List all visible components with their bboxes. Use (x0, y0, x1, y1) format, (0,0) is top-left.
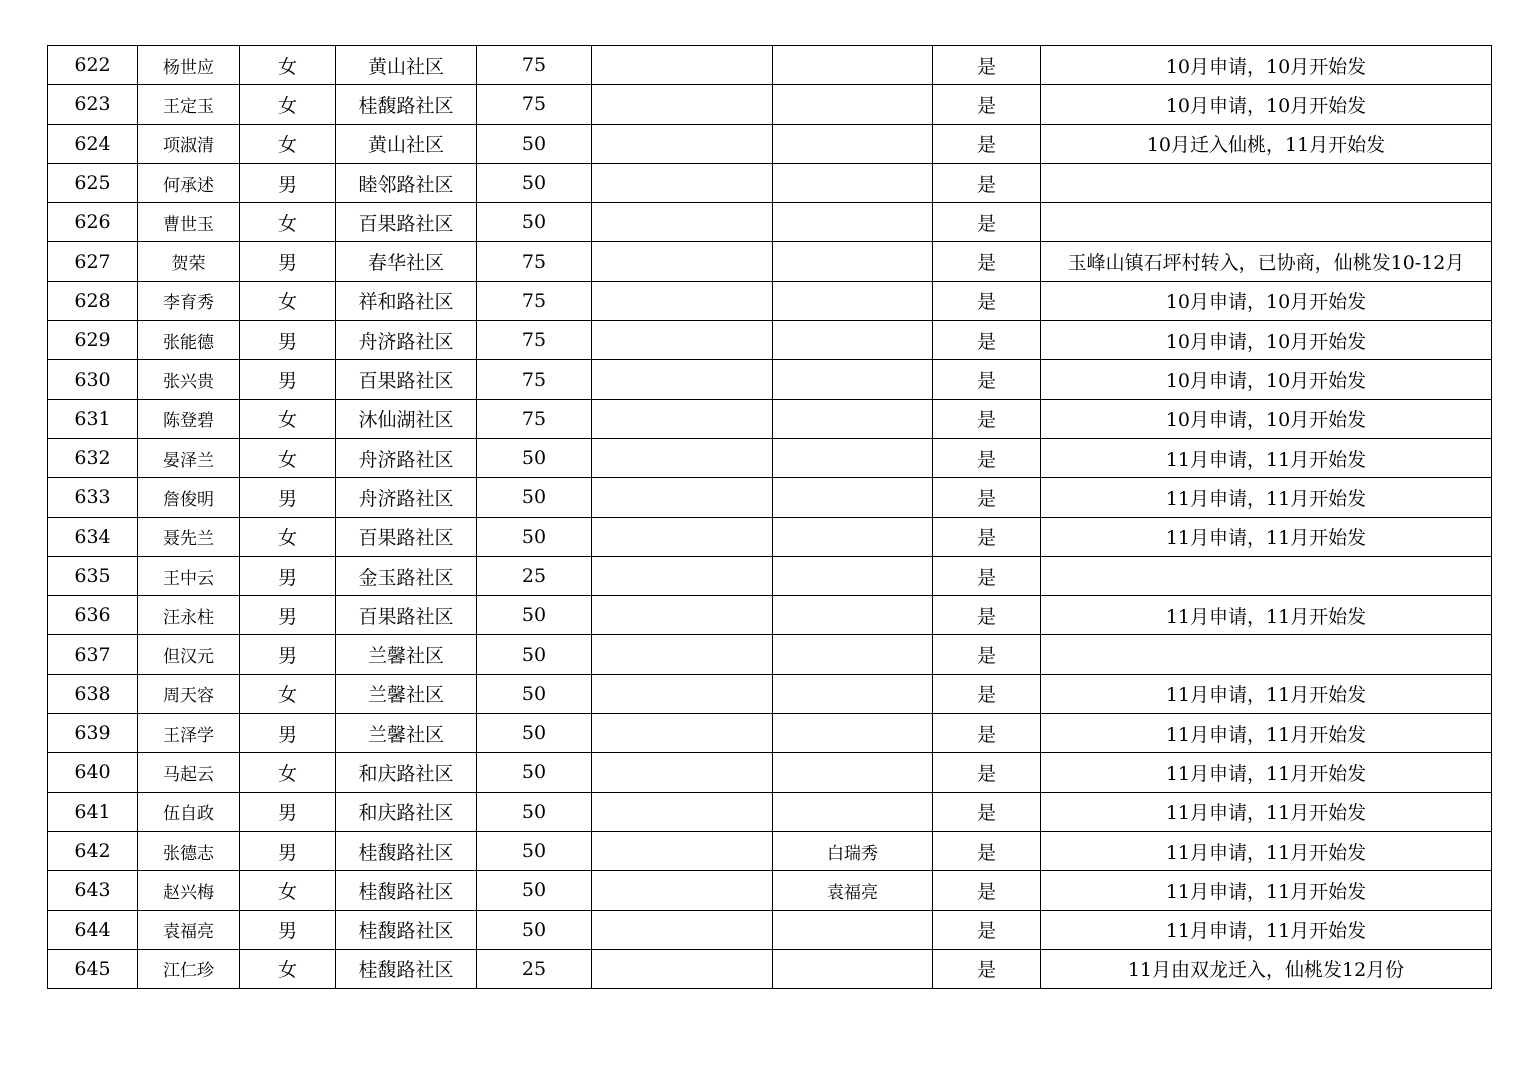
data-table (47, 45, 1492, 989)
cell-amount: 50 (477, 831, 592, 870)
cell-flag: 是 (933, 85, 1041, 124)
cell-name: 陈登碧 (138, 399, 240, 438)
cell-blank-1 (592, 478, 773, 517)
cell-number: 631 (48, 399, 138, 438)
table-row (48, 203, 1492, 242)
cell-name: 张兴贵 (138, 360, 240, 399)
cell-amount: 75 (477, 399, 592, 438)
cell-amount: 75 (477, 85, 592, 124)
cell-name: 杨世应 (138, 46, 240, 85)
cell-gender: 男 (240, 163, 336, 202)
cell-amount: 75 (477, 321, 592, 360)
cell-community: 百果路社区 (336, 203, 477, 242)
cell-blank-1 (592, 635, 773, 674)
cell-amount: 50 (477, 163, 592, 202)
cell-name: 但汉元 (138, 635, 240, 674)
cell-gender: 女 (240, 871, 336, 910)
cell-gender: 女 (240, 674, 336, 713)
cell-note: 11月由双龙迁入，仙桃发12月份 (1041, 949, 1492, 988)
cell-number: 635 (48, 556, 138, 595)
cell-name: 晏泽兰 (138, 438, 240, 477)
table-row (48, 910, 1492, 949)
cell-gender: 男 (240, 714, 336, 753)
cell-note: 10月申请，10月开始发 (1041, 46, 1492, 85)
cell-number: 622 (48, 46, 138, 85)
cell-name: 张能德 (138, 321, 240, 360)
cell-community: 兰馨社区 (336, 714, 477, 753)
cell-related-name (773, 753, 933, 792)
cell-amount: 75 (477, 281, 592, 320)
cell-note (1041, 163, 1492, 202)
cell-flag: 是 (933, 281, 1041, 320)
cell-amount: 50 (477, 674, 592, 713)
cell-name: 江仁珍 (138, 949, 240, 988)
cell-community: 和庆路社区 (336, 792, 477, 831)
cell-blank-1 (592, 871, 773, 910)
cell-note: 11月申请，11月开始发 (1041, 753, 1492, 792)
cell-note: 11月申请，11月开始发 (1041, 831, 1492, 870)
cell-community: 兰馨社区 (336, 674, 477, 713)
cell-related-name (773, 399, 933, 438)
cell-flag: 是 (933, 360, 1041, 399)
cell-name: 张德志 (138, 831, 240, 870)
cell-related-name (773, 714, 933, 753)
cell-amount: 25 (477, 556, 592, 595)
cell-note: 10月申请，10月开始发 (1041, 360, 1492, 399)
cell-flag: 是 (933, 674, 1041, 713)
table-row (48, 399, 1492, 438)
cell-name: 赵兴梅 (138, 871, 240, 910)
cell-amount: 50 (477, 714, 592, 753)
cell-blank-1 (592, 399, 773, 438)
cell-community: 舟济路社区 (336, 321, 477, 360)
cell-related-name (773, 46, 933, 85)
cell-amount: 75 (477, 360, 592, 399)
cell-blank-1 (592, 517, 773, 556)
cell-blank-1 (592, 321, 773, 360)
cell-community: 桂馥路社区 (336, 949, 477, 988)
cell-name: 周天容 (138, 674, 240, 713)
cell-name: 项淑清 (138, 124, 240, 163)
cell-gender: 女 (240, 46, 336, 85)
cell-note: 11月申请，11月开始发 (1041, 792, 1492, 831)
cell-name: 何承述 (138, 163, 240, 202)
cell-related-name (773, 949, 933, 988)
table-row (48, 85, 1492, 124)
cell-related-name (773, 792, 933, 831)
table-body (48, 46, 1492, 989)
cell-community: 黄山社区 (336, 124, 477, 163)
cell-blank-1 (592, 281, 773, 320)
cell-blank-1 (592, 242, 773, 281)
cell-gender: 男 (240, 242, 336, 281)
cell-blank-1 (592, 85, 773, 124)
cell-flag: 是 (933, 46, 1041, 85)
cell-blank-1 (592, 831, 773, 870)
cell-flag: 是 (933, 556, 1041, 595)
cell-related-name (773, 517, 933, 556)
cell-flag: 是 (933, 321, 1041, 360)
cell-community: 舟济路社区 (336, 478, 477, 517)
cell-amount: 25 (477, 949, 592, 988)
cell-community: 春华社区 (336, 242, 477, 281)
cell-blank-1 (592, 910, 773, 949)
cell-related-name (773, 85, 933, 124)
cell-number: 632 (48, 438, 138, 477)
cell-gender: 女 (240, 203, 336, 242)
cell-flag: 是 (933, 478, 1041, 517)
cell-related-name (773, 635, 933, 674)
table-row (48, 360, 1492, 399)
cell-community: 舟济路社区 (336, 438, 477, 477)
cell-gender: 女 (240, 399, 336, 438)
cell-blank-1 (592, 556, 773, 595)
cell-number: 640 (48, 753, 138, 792)
cell-amount: 50 (477, 910, 592, 949)
cell-amount: 50 (477, 596, 592, 635)
table-row (48, 871, 1492, 910)
cell-number: 639 (48, 714, 138, 753)
cell-community: 桂馥路社区 (336, 871, 477, 910)
cell-number: 641 (48, 792, 138, 831)
cell-community: 黄山社区 (336, 46, 477, 85)
cell-gender: 男 (240, 792, 336, 831)
table-row (48, 596, 1492, 635)
cell-related-name: 白瑞秀 (773, 831, 933, 870)
cell-number: 626 (48, 203, 138, 242)
table-row (48, 635, 1492, 674)
cell-flag: 是 (933, 438, 1041, 477)
cell-community: 百果路社区 (336, 517, 477, 556)
table-row (48, 242, 1492, 281)
cell-number: 636 (48, 596, 138, 635)
cell-number: 628 (48, 281, 138, 320)
cell-community: 兰馨社区 (336, 635, 477, 674)
cell-community: 沐仙湖社区 (336, 399, 477, 438)
cell-blank-1 (592, 438, 773, 477)
cell-related-name (773, 596, 933, 635)
cell-note: 11月申请，11月开始发 (1041, 674, 1492, 713)
cell-amount: 75 (477, 46, 592, 85)
cell-amount: 75 (477, 242, 592, 281)
table-row (48, 438, 1492, 477)
cell-gender: 男 (240, 556, 336, 595)
table-row (48, 831, 1492, 870)
cell-number: 623 (48, 85, 138, 124)
cell-related-name (773, 281, 933, 320)
cell-note: 10月迁入仙桃，11月开始发 (1041, 124, 1492, 163)
cell-name: 聂先兰 (138, 517, 240, 556)
cell-blank-1 (592, 360, 773, 399)
cell-note: 10月申请，10月开始发 (1041, 399, 1492, 438)
cell-community: 和庆路社区 (336, 753, 477, 792)
cell-gender: 男 (240, 910, 336, 949)
cell-related-name (773, 124, 933, 163)
cell-related-name (773, 910, 933, 949)
cell-note: 11月申请，11月开始发 (1041, 910, 1492, 949)
table-row (48, 478, 1492, 517)
cell-number: 634 (48, 517, 138, 556)
cell-amount: 50 (477, 124, 592, 163)
cell-amount: 50 (477, 438, 592, 477)
cell-number: 630 (48, 360, 138, 399)
cell-community: 金玉路社区 (336, 556, 477, 595)
table-row (48, 321, 1492, 360)
cell-name: 詹俊明 (138, 478, 240, 517)
cell-flag: 是 (933, 949, 1041, 988)
cell-blank-1 (592, 792, 773, 831)
cell-note: 11月申请，11月开始发 (1041, 517, 1492, 556)
cell-gender: 男 (240, 478, 336, 517)
cell-community: 祥和路社区 (336, 281, 477, 320)
cell-name: 王泽学 (138, 714, 240, 753)
cell-note: 11月申请，11月开始发 (1041, 596, 1492, 635)
cell-number: 625 (48, 163, 138, 202)
cell-gender: 男 (240, 360, 336, 399)
cell-name: 伍自政 (138, 792, 240, 831)
table-row (48, 46, 1492, 85)
cell-community: 百果路社区 (336, 360, 477, 399)
cell-gender: 男 (240, 596, 336, 635)
cell-blank-1 (592, 203, 773, 242)
cell-amount: 50 (477, 635, 592, 674)
cell-blank-1 (592, 163, 773, 202)
cell-amount: 50 (477, 517, 592, 556)
cell-flag: 是 (933, 163, 1041, 202)
cell-number: 633 (48, 478, 138, 517)
cell-name: 汪永柱 (138, 596, 240, 635)
cell-flag: 是 (933, 714, 1041, 753)
cell-flag: 是 (933, 399, 1041, 438)
cell-note: 11月申请，11月开始发 (1041, 871, 1492, 910)
table-row (48, 949, 1492, 988)
cell-community: 睦邻路社区 (336, 163, 477, 202)
cell-name: 马起云 (138, 753, 240, 792)
cell-related-name (773, 478, 933, 517)
cell-amount: 50 (477, 203, 592, 242)
cell-flag: 是 (933, 635, 1041, 674)
cell-blank-1 (592, 674, 773, 713)
cell-note: 11月申请，11月开始发 (1041, 478, 1492, 517)
cell-community: 百果路社区 (336, 596, 477, 635)
cell-number: 627 (48, 242, 138, 281)
cell-related-name: 袁福亮 (773, 871, 933, 910)
cell-gender: 女 (240, 124, 336, 163)
cell-blank-1 (592, 714, 773, 753)
cell-number: 642 (48, 831, 138, 870)
table-row (48, 674, 1492, 713)
cell-related-name (773, 360, 933, 399)
table-row (48, 281, 1492, 320)
cell-note: 玉峰山镇石坪村转入，已协商，仙桃发10-12月 (1041, 242, 1492, 281)
cell-community: 桂馥路社区 (336, 910, 477, 949)
cell-gender: 女 (240, 85, 336, 124)
cell-gender: 女 (240, 517, 336, 556)
cell-gender: 女 (240, 438, 336, 477)
cell-note (1041, 203, 1492, 242)
cell-number: 643 (48, 871, 138, 910)
cell-name: 贺荣 (138, 242, 240, 281)
cell-note (1041, 556, 1492, 595)
table-row (48, 792, 1492, 831)
cell-blank-1 (592, 46, 773, 85)
cell-name: 曹世玉 (138, 203, 240, 242)
cell-note: 11月申请，11月开始发 (1041, 438, 1492, 477)
cell-flag: 是 (933, 596, 1041, 635)
cell-related-name (773, 203, 933, 242)
cell-gender: 女 (240, 281, 336, 320)
cell-flag: 是 (933, 242, 1041, 281)
table-row (48, 714, 1492, 753)
cell-note: 10月申请，10月开始发 (1041, 85, 1492, 124)
cell-flag: 是 (933, 871, 1041, 910)
cell-related-name (773, 438, 933, 477)
cell-gender: 女 (240, 949, 336, 988)
cell-note: 10月申请，10月开始发 (1041, 281, 1492, 320)
table-row (48, 753, 1492, 792)
cell-blank-1 (592, 949, 773, 988)
cell-flag: 是 (933, 203, 1041, 242)
cell-flag: 是 (933, 792, 1041, 831)
cell-flag: 是 (933, 517, 1041, 556)
cell-amount: 50 (477, 792, 592, 831)
cell-related-name (773, 556, 933, 595)
cell-related-name (773, 242, 933, 281)
cell-community: 桂馥路社区 (336, 831, 477, 870)
cell-number: 629 (48, 321, 138, 360)
cell-number: 637 (48, 635, 138, 674)
cell-flag: 是 (933, 124, 1041, 163)
cell-community: 桂馥路社区 (336, 85, 477, 124)
cell-number: 645 (48, 949, 138, 988)
table-row (48, 124, 1492, 163)
cell-blank-1 (592, 596, 773, 635)
table-row (48, 556, 1492, 595)
cell-number: 624 (48, 124, 138, 163)
cell-gender: 女 (240, 753, 336, 792)
cell-related-name (773, 163, 933, 202)
table-row (48, 163, 1492, 202)
cell-related-name (773, 321, 933, 360)
cell-name: 袁福亮 (138, 910, 240, 949)
cell-blank-1 (592, 753, 773, 792)
table-row (48, 517, 1492, 556)
cell-gender: 男 (240, 831, 336, 870)
cell-flag: 是 (933, 910, 1041, 949)
cell-amount: 50 (477, 478, 592, 517)
cell-related-name (773, 674, 933, 713)
cell-note: 10月申请，10月开始发 (1041, 321, 1492, 360)
cell-amount: 50 (477, 871, 592, 910)
cell-number: 638 (48, 674, 138, 713)
cell-number: 644 (48, 910, 138, 949)
cell-name: 王定玉 (138, 85, 240, 124)
cell-name: 王中云 (138, 556, 240, 595)
cell-name: 李育秀 (138, 281, 240, 320)
cell-flag: 是 (933, 753, 1041, 792)
cell-flag: 是 (933, 831, 1041, 870)
cell-gender: 男 (240, 321, 336, 360)
cell-amount: 50 (477, 753, 592, 792)
cell-note: 11月申请，11月开始发 (1041, 714, 1492, 753)
cell-gender: 男 (240, 635, 336, 674)
cell-blank-1 (592, 124, 773, 163)
cell-note (1041, 635, 1492, 674)
